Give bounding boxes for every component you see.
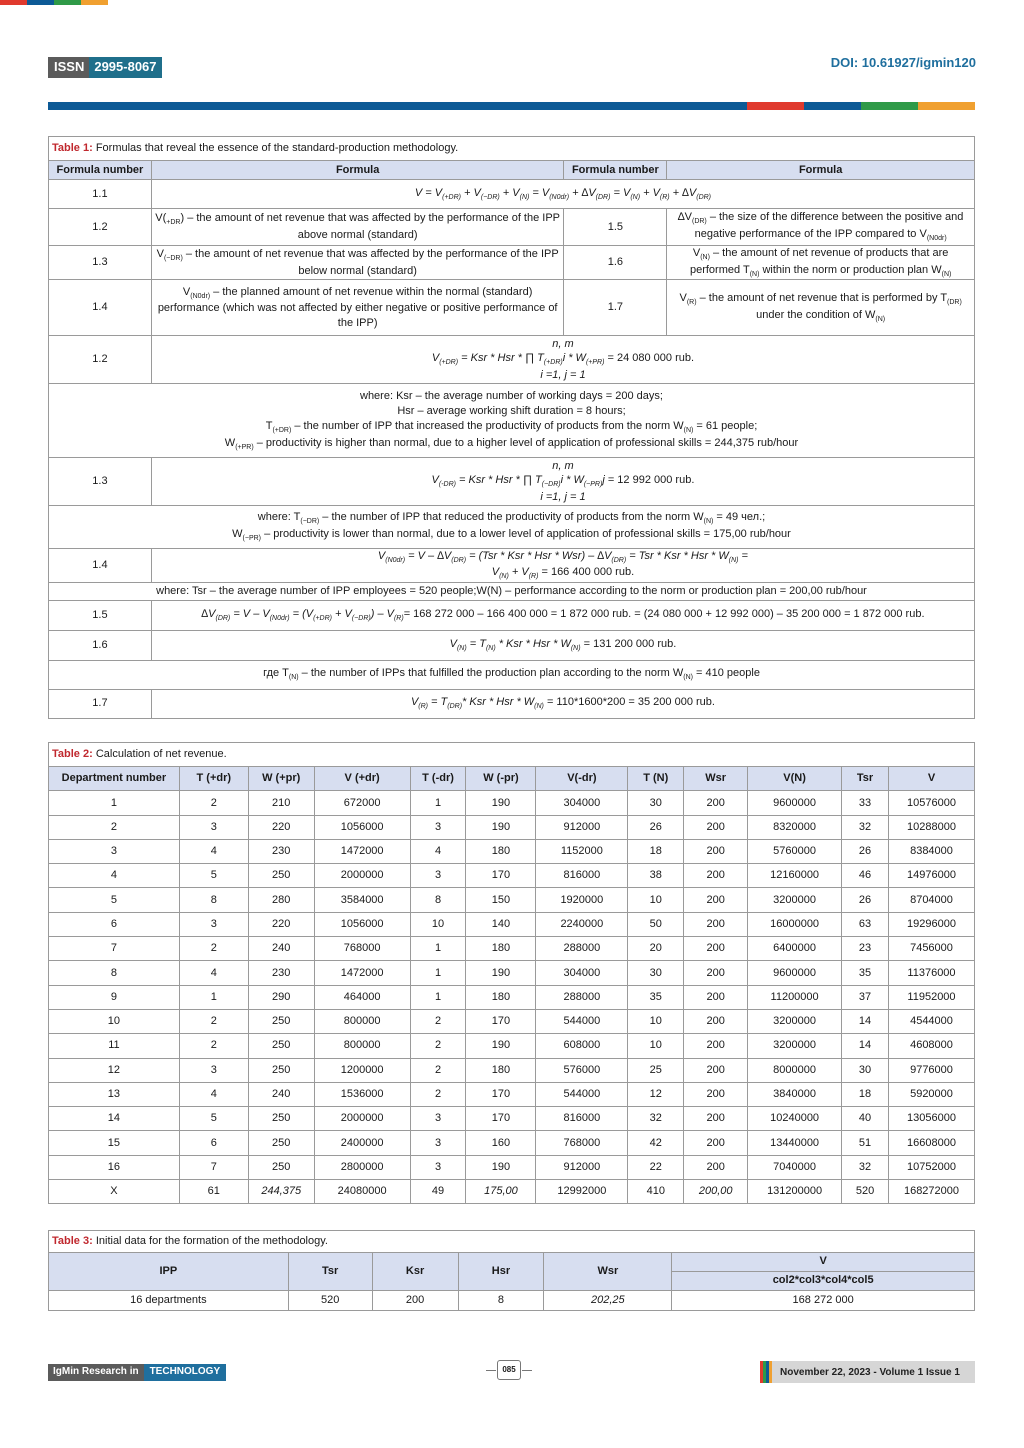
table-cell: 3584000 — [314, 888, 410, 912]
table-cell: 190 — [466, 1034, 536, 1058]
table-cell: 2800000 — [314, 1155, 410, 1179]
table-cell: 13440000 — [748, 1131, 842, 1155]
table-header: V — [888, 767, 974, 791]
table-cell: 200 — [684, 839, 748, 863]
note-1-6: где $T_{(N)}$ – the number of IPPs that fulfilled the production plan according to the norm $W_{(N)} = 410$ people — [49, 660, 975, 689]
table-cell: 180 — [466, 985, 536, 1009]
table-header: Tsr — [288, 1252, 372, 1290]
page-number: 085 — [497, 1360, 521, 1380]
formula-number: 1.7 — [49, 689, 152, 718]
table-cell: 22 — [628, 1155, 684, 1179]
table-cell: 26 — [842, 888, 889, 912]
table-cell: 175,00 — [466, 1180, 536, 1204]
table-row — [49, 791, 975, 815]
table-cell: 7040000 — [748, 1155, 842, 1179]
table-cell: 190 — [466, 1155, 536, 1179]
table-cell: 170 — [466, 1082, 536, 1106]
table-cell: 230 — [248, 961, 314, 985]
table-cell: 8704000 — [888, 888, 974, 912]
table-cell: 304000 — [536, 791, 628, 815]
table-cell: 3 — [179, 1058, 248, 1082]
formula-number: 1.1 — [49, 180, 152, 209]
formula-1-4-desc: $V_{(N0dr)}$ – the planned amount of net revenue within the normal (standard) performance (which was not affected by either negative or positive performance of the IPP) — [151, 280, 564, 336]
table-cell: 7 — [179, 1155, 248, 1179]
table-cell: 16 — [49, 1155, 180, 1179]
table-2-caption: Table 2: Calculation of net revenue. — [49, 743, 975, 767]
table-2 — [48, 742, 975, 1204]
table-row — [49, 864, 975, 888]
table-cell: 3200000 — [748, 888, 842, 912]
table-cell: 2 — [410, 1082, 466, 1106]
table-cell: 190 — [466, 791, 536, 815]
table-cell: 4 — [179, 839, 248, 863]
table-row — [49, 1058, 975, 1082]
table-cell: 18 — [628, 839, 684, 863]
table-cell: 26 — [842, 839, 889, 863]
table-cell: 250 — [248, 1155, 314, 1179]
table-cell: 200 — [684, 791, 748, 815]
table-header: T (-dr) — [410, 767, 466, 791]
table-cell: 304000 — [536, 961, 628, 985]
table-header: Wsr — [544, 1252, 672, 1290]
table-header: Formula — [151, 161, 564, 180]
table-cell: 180 — [466, 839, 536, 863]
table-cell: 37 — [842, 985, 889, 1009]
table-cell: 7456000 — [888, 937, 974, 961]
table-cell: 2 — [179, 791, 248, 815]
table-cell: 3 — [410, 1155, 466, 1179]
table-cell: 14 — [842, 1034, 889, 1058]
table-cell: 250 — [248, 1009, 314, 1033]
table-cell: 5920000 — [888, 1082, 974, 1106]
formula-number: 1.2 — [49, 209, 152, 246]
table-cell: 768000 — [536, 1131, 628, 1155]
table-cell: 1472000 — [314, 961, 410, 985]
calc-1-7: $V_{(R)} = T_{(DR)}*$ Ksr * Hsr * $W_{(N)} = 110*1600*200 = 35$ 200 000 rub. — [151, 689, 974, 718]
table-row — [49, 912, 975, 936]
table-cell: 800000 — [314, 1009, 410, 1033]
table-cell: 2000000 — [314, 1107, 410, 1131]
table-cell: 250 — [248, 1107, 314, 1131]
table-cell: 18 — [842, 1082, 889, 1106]
table-row — [49, 815, 975, 839]
table-cell: 35 — [842, 961, 889, 985]
table-cell: 8320000 — [748, 815, 842, 839]
table-cell: 4 — [49, 864, 180, 888]
table-cell: 10240000 — [748, 1107, 842, 1131]
table-cell: 3 — [179, 912, 248, 936]
formula-1-1: $V = V_{(+DR)} + V_{(-DR)} + V_{(N)} = V_{(N0dr)} + \Delta V_{(DR)} = V_{(N)} + V_{(R)} + \Delta V_{(DR)}$ — [151, 180, 974, 209]
table-cell: 49 — [410, 1180, 466, 1204]
table-cell: 10288000 — [888, 815, 974, 839]
table-cell: 5760000 — [748, 839, 842, 863]
table-cell: 2240000 — [536, 912, 628, 936]
table-cell: 1 — [410, 961, 466, 985]
table-cell: 16608000 — [888, 1131, 974, 1155]
table-cell: 2 — [410, 1058, 466, 1082]
table-header: IPP — [49, 1252, 289, 1290]
table-cell: 170 — [466, 1009, 536, 1033]
table-cell: 16000000 — [748, 912, 842, 936]
formula-number: 1.5 — [564, 209, 667, 246]
table-cell: 2400000 — [314, 1131, 410, 1155]
table-row — [49, 937, 975, 961]
calc-1-5: $\Delta V_{(DR)} = V - V_{(N0dr)} = (V_{(+DR)} + V_{(-DR)}) - V_{(R)}= 168$ 272 000 – 166 400 000 = 1 872 000 rub. = (24 080 000 + 12 992 000) – 35 200 000 = 1 872 000 rub. — [151, 600, 974, 630]
journal-badge — [48, 1364, 226, 1381]
table-cell: 8384000 — [888, 839, 974, 863]
issn-number: 2995-8067 — [89, 57, 161, 78]
table-cell: 12 — [628, 1082, 684, 1106]
table-cell: 24080000 — [314, 1180, 410, 1204]
journal-section: TECHNOLOGY — [144, 1364, 227, 1381]
table-header: W (-pr) — [466, 767, 536, 791]
table-cell: 140 — [466, 912, 536, 936]
table-cell: 23 — [842, 937, 889, 961]
table-cell: 800000 — [314, 1034, 410, 1058]
table-cell: 4 — [410, 839, 466, 863]
table-cell: 38 — [628, 864, 684, 888]
table-cell: 200 — [372, 1290, 458, 1310]
table-cell: 160 — [466, 1131, 536, 1155]
table-cell: 30 — [628, 961, 684, 985]
formula-number: 1.4 — [49, 280, 152, 336]
table-cell: X — [49, 1180, 180, 1204]
table-cell: 15 — [49, 1131, 180, 1155]
table-cell: 240 — [248, 1082, 314, 1106]
issue-date-badge — [760, 1361, 975, 1383]
table-cell: 1152000 — [536, 839, 628, 863]
table-row — [49, 1034, 975, 1058]
table-cell: 200 — [684, 961, 748, 985]
table-cell: 10 — [628, 888, 684, 912]
table-cell: 11952000 — [888, 985, 974, 1009]
table-cell: 200 — [684, 1058, 748, 1082]
table-cell: 220 — [248, 912, 314, 936]
table-cell: 2 — [179, 1009, 248, 1033]
table-cell: 464000 — [314, 985, 410, 1009]
table-cell: 32 — [842, 815, 889, 839]
table-cell: 520 — [842, 1180, 889, 1204]
table-cell: 1200000 — [314, 1058, 410, 1082]
table-header: Ksr — [372, 1252, 458, 1290]
table-cell: 19296000 — [888, 912, 974, 936]
table-cell: 912000 — [536, 1155, 628, 1179]
calc-1-3: n, m $V_{(-DR)}$ = Ksr * Hsr * ∏ $T_{(-DR)}i * W_{(-PR)}j = 12$ 992 000 rub. i =1, j = 1 — [151, 458, 974, 506]
table-header: T (+dr) — [179, 767, 248, 791]
table-row — [49, 1155, 975, 1179]
table-header: Tsr — [842, 767, 889, 791]
table-cell: 9776000 — [888, 1058, 974, 1082]
table-header: Formula number — [49, 161, 152, 180]
table-row — [49, 1009, 975, 1033]
table-cell: 200 — [684, 864, 748, 888]
note-1-3: where: $T_{(-DR)}$ – the number of IPP that reduced the productivity of products from the norm $W_{(N)} = 49$ чел.; $W_{(-PR)}$ – productivity is lower than normal, due to a lower level of application of professional skills = 175,00 rub/hour — [49, 506, 975, 548]
table-header: Hsr — [458, 1252, 544, 1290]
table-cell: 5 — [179, 864, 248, 888]
table-cell: 240 — [248, 937, 314, 961]
table-cell: 63 — [842, 912, 889, 936]
table-cell: 3840000 — [748, 1082, 842, 1106]
table-cell: 244,375 — [248, 1180, 314, 1204]
table-header: col2*col3*col4*col5 — [672, 1271, 975, 1290]
table-cell: 10 — [628, 1009, 684, 1033]
table-cell: 20 — [628, 937, 684, 961]
table-cell: 1 — [179, 985, 248, 1009]
table-cell: 5 — [49, 888, 180, 912]
table-cell: 200 — [684, 985, 748, 1009]
note-1-2: where: Ksr – the average number of working days = 200 days; Hsr – average working shift duration = 8 hours; $T_{(+DR)}$ – the number of IPP that increased the productivity of products from the norm $W_{(N)} = 61$ people; $W_{(+PR)}$ – productivity is higher than normal, due to a higher level of application of professional skills = 244,375 rub/hour — [49, 384, 975, 458]
table-row — [49, 985, 975, 1009]
table-cell: 290 — [248, 985, 314, 1009]
table-header: T (N) — [628, 767, 684, 791]
table-cell: 2000000 — [314, 864, 410, 888]
table-cell: 46 — [842, 864, 889, 888]
table-cell: 10 — [628, 1034, 684, 1058]
formula-number: 1.7 — [564, 280, 667, 336]
table-3-caption: Table 3: Initial data for the formation of the methodology. — [49, 1231, 975, 1253]
top-color-bar — [0, 0, 108, 5]
table-header: W (+pr) — [248, 767, 314, 791]
table-cell: 190 — [466, 961, 536, 985]
table-cell: 816000 — [536, 864, 628, 888]
formula-number: 1.6 — [49, 630, 152, 660]
header-rule — [48, 102, 975, 110]
table-cell: 7 — [49, 937, 180, 961]
table-cell: 608000 — [536, 1034, 628, 1058]
table-cell: 30 — [842, 1058, 889, 1082]
table-cell: 1 — [410, 985, 466, 1009]
table-cell: 288000 — [536, 937, 628, 961]
table-cell: 11200000 — [748, 985, 842, 1009]
table-cell: 288000 — [536, 985, 628, 1009]
table-cell: 672000 — [314, 791, 410, 815]
formula-1-3-desc: $V_{(-DR)}$ – the amount of net revenue that was affected by the performance of the IPP below normal (standard) — [151, 246, 564, 280]
table-cell: 170 — [466, 1107, 536, 1131]
table-row — [49, 1082, 975, 1106]
table-cell: 250 — [248, 864, 314, 888]
formula-number: 1.3 — [49, 458, 152, 506]
table-cell: 13 — [49, 1082, 180, 1106]
doi-link[interactable]: DOI: 10.61927/igmin120 — [830, 55, 976, 70]
table-cell: 168272000 — [888, 1180, 974, 1204]
formula-number: 1.3 — [49, 246, 152, 280]
table-cell: 8 — [410, 888, 466, 912]
table-header: Department number — [49, 767, 180, 791]
table-cell: 10576000 — [888, 791, 974, 815]
table-cell: 200 — [684, 1009, 748, 1033]
calc-1-6: $V_{(N)} = T_{(N)}$ * Ksr * Hsr * $W_{(N)} = 131$ 200 000 rub. — [151, 630, 974, 660]
table-row — [49, 1131, 975, 1155]
table-cell: 3200000 — [748, 1009, 842, 1033]
table-cell: 4544000 — [888, 1009, 974, 1033]
table-3 — [48, 1230, 975, 1311]
table-header: Formula — [667, 161, 975, 180]
table-cell: 816000 — [536, 1107, 628, 1131]
table-cell: 25 — [628, 1058, 684, 1082]
table-cell: 250 — [248, 1131, 314, 1155]
table-cell: 2 — [410, 1034, 466, 1058]
table-cell: 200 — [684, 1082, 748, 1106]
table-cell: 220 — [248, 815, 314, 839]
table-cell: 230 — [248, 839, 314, 863]
table-cell: 4 — [179, 1082, 248, 1106]
table-cell: 2 — [179, 1034, 248, 1058]
table-cell: 250 — [248, 1058, 314, 1082]
table-cell: 42 — [628, 1131, 684, 1155]
issn-badge — [48, 57, 162, 78]
table-cell: 10 — [410, 912, 466, 936]
table-cell: 202,25 — [544, 1290, 672, 1310]
table-cell: 200 — [684, 1155, 748, 1179]
table-cell: 1 — [410, 937, 466, 961]
table-cell: 14 — [49, 1107, 180, 1131]
table-cell: 16 departments — [49, 1290, 289, 1310]
table-cell: 200 — [684, 1107, 748, 1131]
formula-number: 1.6 — [564, 246, 667, 280]
table-cell: 912000 — [536, 815, 628, 839]
journal-name: IgMin Research in — [48, 1364, 144, 1381]
table-cell: 1056000 — [314, 815, 410, 839]
table-cell: 250 — [248, 1034, 314, 1058]
formula-1-2-desc: $V(_{+DR})$ – the amount of net revenue that was affected by the performance of the IPP above normal (standard) — [151, 209, 564, 246]
table-cell: 190 — [466, 815, 536, 839]
table-header: Formula number — [564, 161, 667, 180]
table-row — [49, 888, 975, 912]
table-header: V — [672, 1252, 975, 1271]
table-cell: 3 — [410, 815, 466, 839]
table-cell: 1056000 — [314, 912, 410, 936]
calc-1-2: n, m $V_{(+DR)}$ = Ksr * Hsr * ∏ $T_{(+DR)}i * W_{(+PR)} = 24$ 080 000 rub. i =1, j = 1 — [151, 336, 974, 384]
table-cell: 3200000 — [748, 1034, 842, 1058]
table-cell: 2 — [49, 815, 180, 839]
table-cell: 9 — [49, 985, 180, 1009]
table-cell: 170 — [466, 864, 536, 888]
table-cell: 3 — [410, 864, 466, 888]
table-header: Wsr — [684, 767, 748, 791]
table-cell: 520 — [288, 1290, 372, 1310]
table-cell: 200 — [684, 1131, 748, 1155]
table-cell: 768000 — [314, 937, 410, 961]
formula-number: 1.4 — [49, 548, 152, 582]
table-cell: 9600000 — [748, 961, 842, 985]
table-cell: 280 — [248, 888, 314, 912]
table-cell: 40 — [842, 1107, 889, 1131]
table-cell: 8 — [179, 888, 248, 912]
table-cell: 150 — [466, 888, 536, 912]
table-cell: 4 — [179, 961, 248, 985]
table-cell: 1472000 — [314, 839, 410, 863]
table-cell: 2 — [410, 1009, 466, 1033]
table-cell: 51 — [842, 1131, 889, 1155]
table-cell: 8 — [49, 961, 180, 985]
table-cell: 9600000 — [748, 791, 842, 815]
table-cell: 200 — [684, 815, 748, 839]
formula-1-5-desc: $\Delta V_{(DR)}$ – the size of the difference between the positive and negative performance of the IPP compared to $V_{(N0dr)}$ — [667, 209, 975, 246]
table-cell: 168 272 000 — [672, 1290, 975, 1310]
table-cell: 3 — [179, 815, 248, 839]
table-cell: 14976000 — [888, 864, 974, 888]
table-header: V(-dr) — [536, 767, 628, 791]
note-1-4: where: Tsr – the average number of IPP employees = 520 people;W(N) – performance according to the norm or production plan = 200,00 rub/hour — [49, 582, 975, 600]
table-cell: 131200000 — [748, 1180, 842, 1204]
table-cell: 35 — [628, 985, 684, 1009]
table-cell: 1536000 — [314, 1082, 410, 1106]
table-cell: 10 — [49, 1009, 180, 1033]
table-cell: 26 — [628, 815, 684, 839]
table-cell: 32 — [628, 1107, 684, 1131]
table-1-caption: Table 1: Formulas that reveal the essence of the standard-production methodology. — [49, 137, 975, 161]
table-cell: 1 — [49, 791, 180, 815]
table-cell: 4608000 — [888, 1034, 974, 1058]
table-cell: 11376000 — [888, 961, 974, 985]
table-cell: 6400000 — [748, 937, 842, 961]
table-header: V(N) — [748, 767, 842, 791]
table-cell: 5 — [179, 1107, 248, 1131]
table-cell: 30 — [628, 791, 684, 815]
table-cell: 544000 — [536, 1082, 628, 1106]
table-cell: 10752000 — [888, 1155, 974, 1179]
table-row — [49, 961, 975, 985]
table-cell: 12 — [49, 1058, 180, 1082]
table-cell: 210 — [248, 791, 314, 815]
table-cell: 12992000 — [536, 1180, 628, 1204]
table-cell: 180 — [466, 937, 536, 961]
table-cell: 1920000 — [536, 888, 628, 912]
table-cell: 11 — [49, 1034, 180, 1058]
table-cell: 200 — [684, 1034, 748, 1058]
table-cell: 6 — [49, 912, 180, 936]
formula-number: 1.5 — [49, 600, 152, 630]
table-cell: 410 — [628, 1180, 684, 1204]
table-cell: 61 — [179, 1180, 248, 1204]
table-cell: 3 — [410, 1131, 466, 1155]
table-cell: 8000000 — [748, 1058, 842, 1082]
table-cell: 3 — [49, 839, 180, 863]
calc-1-4: $V_{(N0dr)} = V - \Delta V_{(DR)} = (Tsr$ * Ksr * Hsr * $Wsr) - \Delta V_{(DR)}$ = Tsr * Ksr * Hsr * $W_{(N)}$ = $V_{(N)} + V_{(R)} = 166$ 400 000 rub. — [151, 548, 974, 582]
table-cell: 3 — [410, 1107, 466, 1131]
issn-label: ISSN — [48, 57, 89, 78]
formula-1-7-desc: $V_{(R)}$ – the amount of net revenue that is performed by $T_{(DR)}$ under the condition of $W_{(N)}$ — [667, 280, 975, 336]
table-cell: 12160000 — [748, 864, 842, 888]
table-cell: 576000 — [536, 1058, 628, 1082]
table-total-row — [49, 1180, 975, 1204]
table-cell: 200 — [684, 888, 748, 912]
table-row — [49, 1107, 975, 1131]
table-cell: 200,00 — [684, 1180, 748, 1204]
table-1 — [48, 136, 975, 719]
table-cell: 200 — [684, 912, 748, 936]
table-cell: 180 — [466, 1058, 536, 1082]
table-cell: 32 — [842, 1155, 889, 1179]
table-cell: 1 — [410, 791, 466, 815]
table-cell: 13056000 — [888, 1107, 974, 1131]
issue-date: November 22, 2023 - Volume 1 Issue 1 — [780, 1366, 960, 1378]
table-cell: 200 — [684, 937, 748, 961]
table-cell: 14 — [842, 1009, 889, 1033]
table-cell: 6 — [179, 1131, 248, 1155]
formula-1-6-desc: $V_{(N)}$ – the amount of net revenue of products that are performed $T_{(N)}$ within the norm or production plan $W_{(N)}$ — [667, 246, 975, 280]
table-cell: 8 — [458, 1290, 544, 1310]
table-cell: 2 — [179, 937, 248, 961]
table-cell: 544000 — [536, 1009, 628, 1033]
table-cell: 33 — [842, 791, 889, 815]
table-header: V (+dr) — [314, 767, 410, 791]
table-row — [49, 839, 975, 863]
formula-number: 1.2 — [49, 336, 152, 384]
table-cell: 50 — [628, 912, 684, 936]
